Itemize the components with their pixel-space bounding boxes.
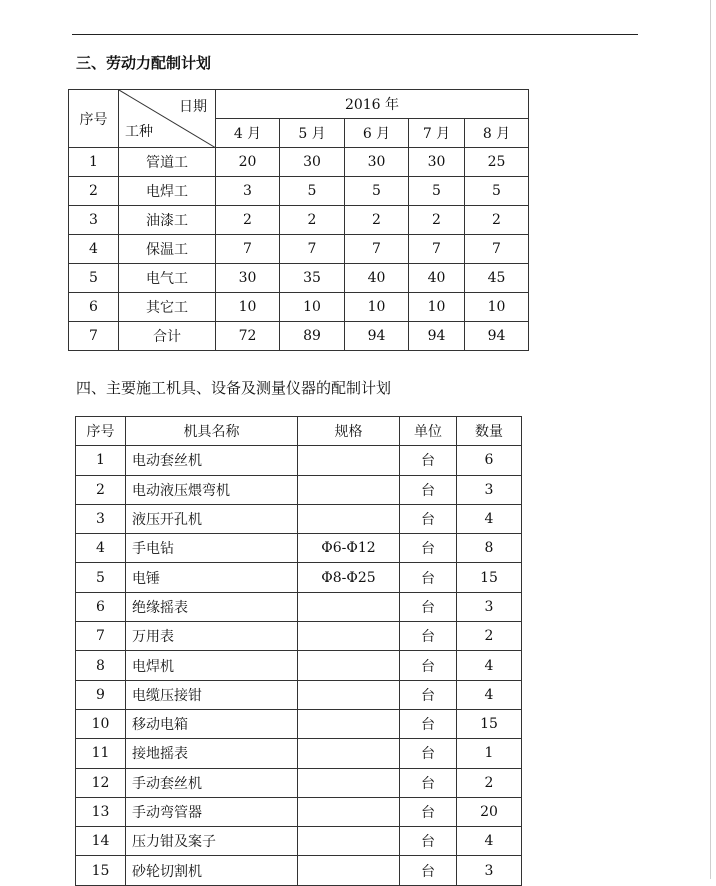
- value-cell: 40: [409, 264, 465, 293]
- seq-header: 序号: [69, 90, 119, 148]
- trade-label: 工种: [125, 124, 153, 140]
- qty-cell: 8: [457, 534, 522, 563]
- value-cell: 2: [409, 206, 465, 235]
- name-cell: 电焊机: [126, 651, 298, 680]
- value-cell: 5: [409, 177, 465, 206]
- table-row: [76, 856, 522, 885]
- table-row: [69, 177, 529, 206]
- unit-cell: 台: [400, 651, 457, 680]
- value-cell: 7: [345, 235, 409, 264]
- name-cell: 电动液压煨弯机: [126, 475, 298, 504]
- equipment-plan-table: [75, 416, 522, 886]
- name-cell: 电动套丝机: [126, 446, 298, 475]
- unit-cell: 台: [400, 622, 457, 651]
- trade-cell: 管道工: [119, 148, 216, 177]
- table-row: [76, 592, 522, 621]
- labor-plan-table: [68, 89, 529, 351]
- trade-cell: 油漆工: [119, 206, 216, 235]
- seq-cell: 7: [76, 622, 126, 651]
- name-cell: 压力钳及案子: [126, 827, 298, 856]
- unit-cell: 台: [400, 534, 457, 563]
- spec-cell: [298, 592, 400, 621]
- spec-cell: [298, 680, 400, 709]
- spec-cell: Φ8-Φ25: [298, 563, 400, 592]
- value-cell: 40: [345, 264, 409, 293]
- month-header: 4 月: [216, 119, 280, 148]
- seq-cell: 7: [69, 322, 119, 351]
- section3-title: 三、劳动力配制计划: [76, 54, 212, 72]
- unit-cell: 台: [400, 592, 457, 621]
- value-cell: 7: [409, 235, 465, 264]
- month-header: 8 月: [465, 119, 529, 148]
- trade-cell: 合计: [119, 322, 216, 351]
- qty-cell: 4: [457, 651, 522, 680]
- qty-cell: 15: [457, 709, 522, 738]
- name-cell: 电锤: [126, 563, 298, 592]
- seq-cell: 1: [69, 148, 119, 177]
- value-cell: 10: [280, 293, 345, 322]
- table-row: [76, 622, 522, 651]
- value-cell: 10: [409, 293, 465, 322]
- year-header: 2016 年: [216, 90, 529, 119]
- unit-cell: 台: [400, 504, 457, 533]
- name-cell: 绝缘摇表: [126, 592, 298, 621]
- seq-cell: 5: [76, 563, 126, 592]
- table-row: [69, 264, 529, 293]
- month-header: 7 月: [409, 119, 465, 148]
- seq-cell: 2: [69, 177, 119, 206]
- value-cell: 10: [465, 293, 529, 322]
- seq-cell: 4: [76, 534, 126, 563]
- spec-cell: [298, 622, 400, 651]
- trade-cell: 保温工: [119, 235, 216, 264]
- spec-cell: [298, 827, 400, 856]
- qty-cell: 3: [457, 592, 522, 621]
- header-rule: [72, 34, 638, 35]
- value-cell: 3: [216, 177, 280, 206]
- value-cell: 10: [345, 293, 409, 322]
- value-cell: 30: [409, 148, 465, 177]
- seq-cell: 5: [69, 264, 119, 293]
- value-cell: 35: [280, 264, 345, 293]
- diagonal-header: [119, 90, 216, 148]
- table-row: [69, 293, 529, 322]
- name-cell: 砂轮切割机: [126, 856, 298, 885]
- page-edge-line: [710, 0, 711, 879]
- qty-cell: 4: [457, 680, 522, 709]
- value-cell: 7: [216, 235, 280, 264]
- name-cell: 手动套丝机: [126, 768, 298, 797]
- value-cell: 30: [216, 264, 280, 293]
- value-cell: 2: [465, 206, 529, 235]
- seq-cell: 6: [69, 293, 119, 322]
- table-row: [76, 651, 522, 680]
- unit-cell: 台: [400, 709, 457, 738]
- value-cell: 72: [216, 322, 280, 351]
- unit-cell: 台: [400, 768, 457, 797]
- trade-cell: 电焊工: [119, 177, 216, 206]
- seq-cell: 3: [69, 206, 119, 235]
- seq-cell: 14: [76, 827, 126, 856]
- table-row: [76, 768, 522, 797]
- seq-cell: 8: [76, 651, 126, 680]
- qty-cell: 1: [457, 739, 522, 768]
- spec-cell: [298, 739, 400, 768]
- value-cell: 30: [280, 148, 345, 177]
- seq-cell: 4: [69, 235, 119, 264]
- name-cell: 液压开孔机: [126, 504, 298, 533]
- qty-cell: 2: [457, 622, 522, 651]
- value-cell: 20: [216, 148, 280, 177]
- name-cell: 接地摇表: [126, 739, 298, 768]
- table-row: [76, 709, 522, 738]
- table-row: [76, 680, 522, 709]
- section4-title: 四、主要施工机具、设备及测量仪器的配制计划: [76, 379, 392, 397]
- seq-cell: 13: [76, 797, 126, 826]
- unit-cell: 台: [400, 827, 457, 856]
- name-cell: 手动弯管器: [126, 797, 298, 826]
- value-cell: 45: [465, 264, 529, 293]
- name-header: 机具名称: [126, 417, 298, 446]
- table-row: [76, 563, 522, 592]
- value-cell: 10: [216, 293, 280, 322]
- seq-header: 序号: [76, 417, 126, 446]
- spec-cell: [298, 651, 400, 680]
- spec-cell: [298, 768, 400, 797]
- table-row: [76, 534, 522, 563]
- table-row: [76, 475, 522, 504]
- qty-cell: 4: [457, 504, 522, 533]
- table-row: [69, 206, 529, 235]
- qty-cell: 4: [457, 827, 522, 856]
- qty-cell: 15: [457, 563, 522, 592]
- unit-cell: 台: [400, 680, 457, 709]
- table-header-row: [76, 417, 522, 446]
- seq-cell: 9: [76, 680, 126, 709]
- value-cell: 94: [465, 322, 529, 351]
- name-cell: 电缆压接钳: [126, 680, 298, 709]
- value-cell: 5: [280, 177, 345, 206]
- unit-cell: 台: [400, 563, 457, 592]
- seq-cell: 6: [76, 592, 126, 621]
- value-cell: 2: [280, 206, 345, 235]
- table-row: [69, 148, 529, 177]
- name-cell: 移动电箱: [126, 709, 298, 738]
- seq-cell: 10: [76, 709, 126, 738]
- qty-cell: 3: [457, 856, 522, 885]
- month-header: 5 月: [280, 119, 345, 148]
- seq-cell: 11: [76, 739, 126, 768]
- value-cell: 2: [216, 206, 280, 235]
- table-row: [76, 504, 522, 533]
- table-row: [69, 235, 529, 264]
- value-cell: 89: [280, 322, 345, 351]
- name-cell: 万用表: [126, 622, 298, 651]
- name-cell: 手电钻: [126, 534, 298, 563]
- trade-cell: 其它工: [119, 293, 216, 322]
- qty-cell: 6: [457, 446, 522, 475]
- spec-cell: [298, 856, 400, 885]
- unit-cell: 台: [400, 739, 457, 768]
- qty-cell: 3: [457, 475, 522, 504]
- value-cell: 7: [280, 235, 345, 264]
- spec-cell: [298, 475, 400, 504]
- spec-cell: [298, 709, 400, 738]
- value-cell: 30: [345, 148, 409, 177]
- spec-cell: [298, 797, 400, 826]
- table-row: [76, 446, 522, 475]
- qty-header: 数量: [457, 417, 522, 446]
- table-row: [76, 797, 522, 826]
- seq-cell: 12: [76, 768, 126, 797]
- value-cell: 25: [465, 148, 529, 177]
- seq-cell: 3: [76, 504, 126, 533]
- spec-cell: [298, 504, 400, 533]
- qty-cell: 2: [457, 768, 522, 797]
- qty-cell: 20: [457, 797, 522, 826]
- value-cell: 5: [465, 177, 529, 206]
- value-cell: 2: [345, 206, 409, 235]
- value-cell: 94: [409, 322, 465, 351]
- unit-cell: 台: [400, 856, 457, 885]
- seq-cell: 2: [76, 475, 126, 504]
- unit-cell: 台: [400, 446, 457, 475]
- seq-cell: 15: [76, 856, 126, 885]
- unit-cell: 台: [400, 475, 457, 504]
- value-cell: 7: [465, 235, 529, 264]
- table-row: [76, 827, 522, 856]
- date-label: 日期: [179, 99, 207, 115]
- trade-cell: 电气工: [119, 264, 216, 293]
- unit-header: 单位: [400, 417, 457, 446]
- month-header: 6 月: [345, 119, 409, 148]
- value-cell: 94: [345, 322, 409, 351]
- spec-cell: [298, 446, 400, 475]
- unit-cell: 台: [400, 797, 457, 826]
- table-row: [76, 739, 522, 768]
- seq-cell: 1: [76, 446, 126, 475]
- value-cell: 5: [345, 177, 409, 206]
- total-row: [69, 322, 529, 351]
- spec-header: 规格: [298, 417, 400, 446]
- spec-cell: Φ6-Φ12: [298, 534, 400, 563]
